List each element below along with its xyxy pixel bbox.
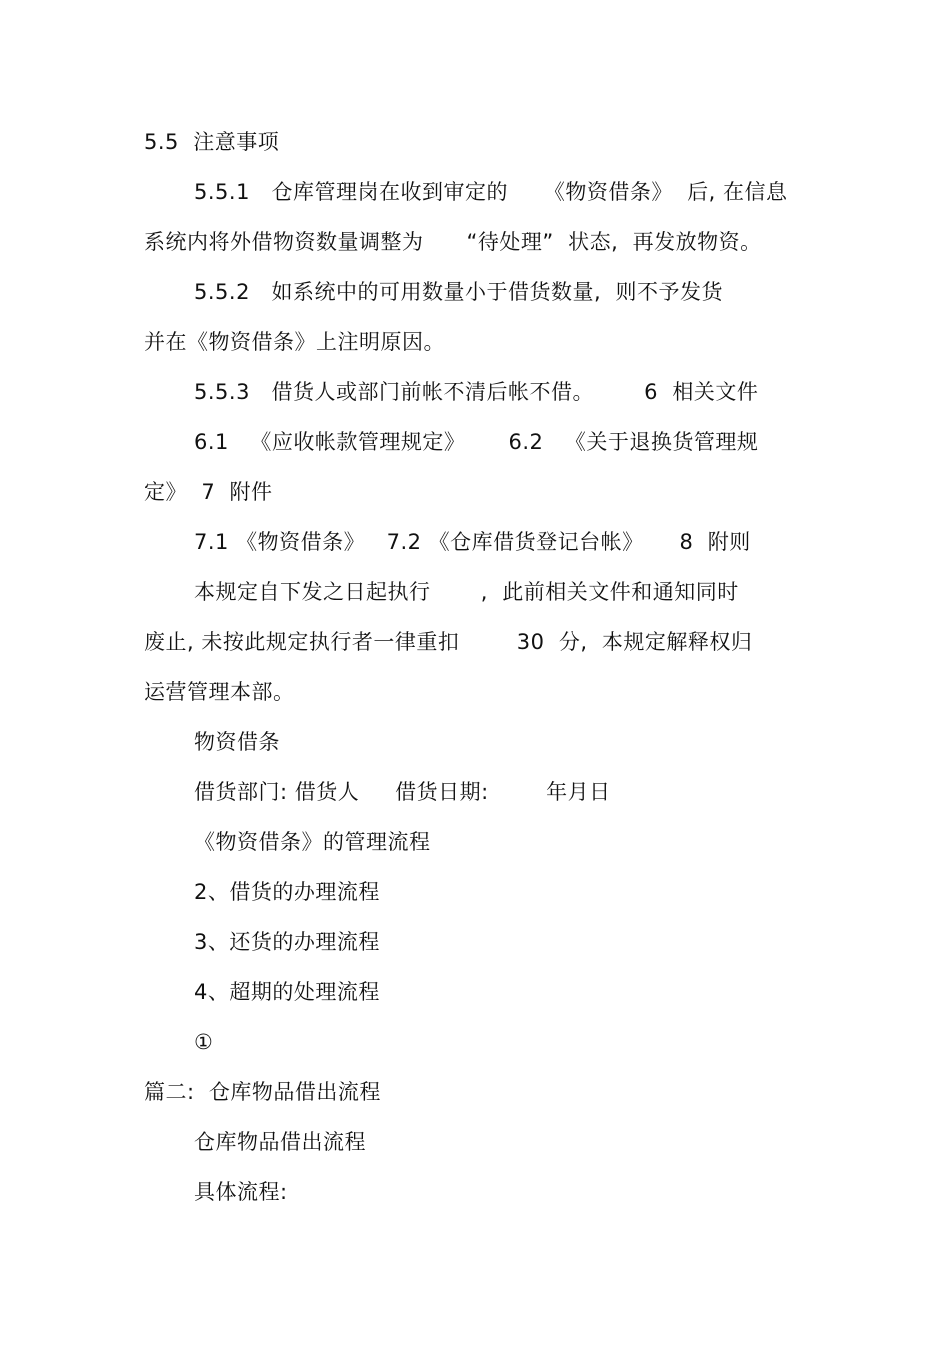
paragraph-5-5-2-line-2: 并在《物资借条》上注明原因。: [144, 330, 445, 354]
related-files-line-1: 6.1 《应收帐款管理规定》 6.2 《关于退换货管理规: [194, 430, 759, 454]
process-item-2: 2、借货的办理流程: [194, 880, 380, 904]
paragraph-5-5-2-line-1: 5.5.2 如系统中的可用数量小于借货数量, 则不予发货: [194, 280, 723, 304]
process-item-4: 4、超期的处理流程: [194, 980, 380, 1004]
chapter-two-heading: 篇二: 仓库物品借出流程: [144, 1080, 381, 1104]
supplementary-provisions-line-3: 运营管理本部。: [144, 680, 295, 704]
chapter-two-subtitle: 仓库物品借出流程: [194, 1130, 366, 1154]
section-heading-5-5: 5.5 注意事项: [144, 130, 280, 154]
form-title: 物资借条: [194, 730, 280, 754]
supplementary-provisions-line-2: 废止, 未按此规定执行者一律重扣 30 分, 本规定解释权归: [144, 630, 753, 654]
paragraph-5-5-1-line-2: 系统内将外借物资数量调整为 “待处理” 状态, 再发放物资。: [144, 230, 762, 254]
related-files-line-2: 定》 7 附件: [144, 480, 273, 504]
attachments-line: 7.1 《物资借条》 7.2 《仓库借货登记台帐》 8 附则: [194, 530, 751, 554]
management-process-title: 《物资借条》的管理流程: [194, 830, 431, 854]
paragraph-5-5-3: 5.5.3 借货人或部门前帐不清后帐不借。 6 相关文件: [194, 380, 759, 404]
form-fields-line: 借货部门: 借货人 借货日期: 年月日: [194, 780, 611, 804]
specific-process-label: 具体流程:: [194, 1180, 288, 1204]
circled-number-one: ①: [194, 1030, 214, 1054]
process-item-3: 3、还货的办理流程: [194, 930, 380, 954]
paragraph-5-5-1-line-1: 5.5.1 仓库管理岗在收到审定的 《物资借条》 后, 在信息: [194, 180, 788, 204]
supplementary-provisions-line-1: 本规定自下发之日起执行 , 此前相关文件和通知同时: [194, 580, 739, 604]
